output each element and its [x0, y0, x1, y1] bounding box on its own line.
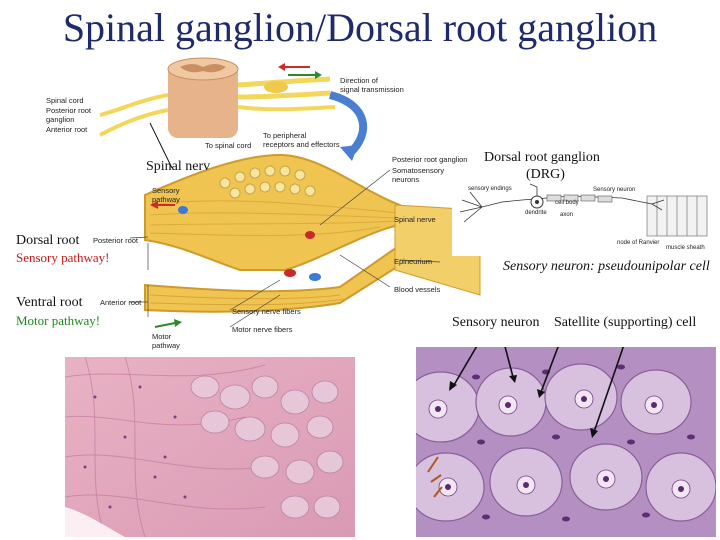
label-spinal-nerv: Spinal nerv: [146, 159, 211, 174]
label-posterior-root-ganglion: Posterior root ganglion: [392, 155, 468, 164]
label-motor-pathway-2: pathway: [152, 341, 180, 350]
label-epineurium: Epineurium: [394, 257, 432, 266]
label-ventral-root: Ventral root: [16, 295, 83, 310]
label-direction-1: Direction of: [340, 76, 378, 85]
histology-high-magnification: [416, 347, 716, 537]
drg-abbrev: (DRG): [526, 167, 565, 182]
label-somatosensory-2: neurons: [392, 175, 420, 184]
label-sketch-sensory-neuron: Sensory neuron: [593, 187, 636, 193]
slide-title: Spinal ganglion/Dorsal root ganglion: [62, 5, 658, 50]
label-sketch-cell-body: cell body: [555, 200, 579, 206]
label-sketch-muscle: muscle sheath: [666, 245, 705, 251]
label-anterior-root-small: Anterior root: [100, 298, 142, 307]
label-posterior-root: Posterior root: [46, 106, 92, 115]
label-sensory-pathway-note: Sensory pathway!: [16, 250, 110, 265]
label-peripheral-2: receptors and effectors: [263, 140, 340, 149]
label-sensory-nerve-fibers: Sensory nerve fibers: [232, 307, 301, 316]
histology-low-magnification: [65, 357, 355, 537]
label-somatosensory-1: Somatosensory: [392, 166, 445, 175]
label-ganglion: ganglion: [46, 115, 75, 124]
label-spinal-cord: Spinal cord: [46, 96, 84, 105]
label-sensory-pathway-1: Sensory: [152, 186, 180, 195]
label-peripheral-1: To peripheral: [263, 131, 307, 140]
label-histology-satellite: Satellite (supporting) cell: [554, 315, 697, 330]
label-blood-vessels: Blood vessels: [394, 285, 441, 294]
label-direction-2: signal transmission: [340, 85, 404, 94]
label-sensory-pathway-2: pathway: [152, 195, 180, 204]
label-sketch-axon: axon: [560, 212, 574, 218]
label-motor-pathway-1: Motor: [152, 332, 172, 341]
label-to-spinal-cord: To spinal cord: [205, 141, 252, 150]
label-sketch-node: node of Ranvier: [617, 240, 660, 246]
label-spinal-nerve: Spinal nerve: [394, 215, 436, 224]
label-motor-nerve-fibers: Motor nerve fibers: [232, 325, 293, 334]
label-dorsal-root: Dorsal root: [16, 233, 80, 248]
label-histology-sensory-neuron: Sensory neuron: [452, 315, 540, 330]
caption-pseudounipolar: Sensory neuron: pseudounipolar cell: [503, 259, 710, 274]
label-motor-pathway-note: Motor pathway!: [16, 313, 101, 328]
drg-title: Dorsal root ganglion: [484, 150, 600, 165]
label-sketch-endings: sensory endings: [468, 186, 512, 192]
label-sketch-dendrite: dendrite: [525, 210, 547, 216]
label-posterior-root-small: Posterior root: [93, 236, 139, 245]
label-anterior-root: Anterior root: [46, 125, 88, 134]
